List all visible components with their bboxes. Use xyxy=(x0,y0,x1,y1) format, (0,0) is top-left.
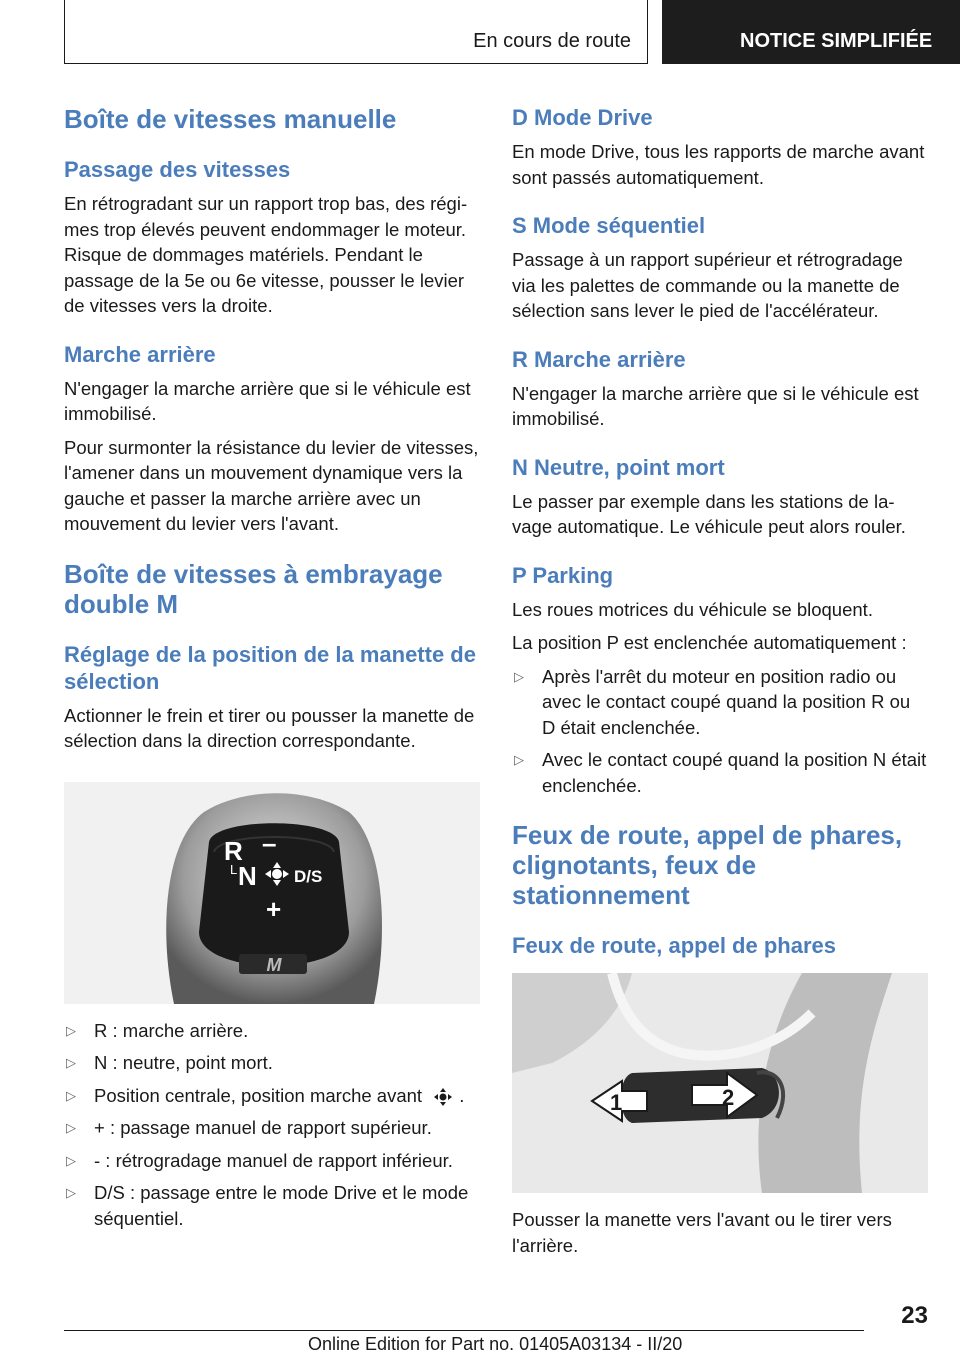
arrow-2-label: 2 xyxy=(722,1085,735,1110)
paragraph-parking-2: La position P est enclenchée automatiquement : xyxy=(512,632,907,653)
header-tab xyxy=(662,0,960,64)
paragraph-selector: Actionner le frein et tirer ou pousser la manette de sélection dans la direction correspondante. xyxy=(64,704,475,751)
list-item: ▷ D/S : passage entre le mode Drive et le mode séquentiel. xyxy=(66,1182,469,1229)
left-column xyxy=(64,100,480,1238)
heading-high-beam: Feux de route, appel de phares xyxy=(512,933,836,958)
paragraph-reverse-dct: N'engager la marche arrière que si le véhicule est immobilisé. xyxy=(512,382,919,429)
heading-reverse: Marche arrière xyxy=(64,341,216,367)
paragraph-reverse-1: N'engager la marche arrière que si le véhicule est immobilisé. xyxy=(64,377,471,424)
gear-knob-illustration xyxy=(64,782,480,1004)
gear-selector-figure xyxy=(64,782,480,1004)
header-tab-label: NOTICE SIMPLIFIÉE xyxy=(740,30,933,52)
footer-divider xyxy=(64,1330,864,1331)
edition-note: Online Edition for Part no. 01405A03134 - II/20 xyxy=(308,1334,683,1354)
paragraph-sequential-mode: Passage à un rapport supérieur et rétrogradage via les palettes de commande ou la manette de sélection sans lever le pied de l'accélérateur. xyxy=(512,249,903,321)
turn-signal-stalk-illustration xyxy=(512,973,928,1193)
triangle-bullet-icon: ▷ xyxy=(66,1152,76,1168)
heading-reverse-dct: R Marche arrière xyxy=(512,346,686,372)
page-number: 23 xyxy=(901,1302,928,1329)
heading-gear-shifting: Passage des vitesses xyxy=(64,157,291,182)
knob-l: L xyxy=(230,861,238,877)
selector-bullet-list xyxy=(64,1018,480,1232)
list-item: ▷ Position centrale, position marche avant . xyxy=(64,1083,480,1109)
list-item: ▷ - : rétrogradage manuel de rapport inférieur. xyxy=(64,1148,480,1174)
knob-ds: D/S xyxy=(294,866,323,886)
paragraph-neutral: Le passer par exemple dans les stations de lavage automatique. Le véhicule peut alors rouler. xyxy=(512,490,906,537)
paragraph-gear-shifting: En rétrogradant sur un rapport trop bas, des régimes trop élevés peuvent endommager le moteur. Risque de dommages matériels. Pendant le passage de la 5e ou 6e vitesse, pousser le levier de vitesses vers la droite. xyxy=(64,193,468,316)
right-column xyxy=(512,100,928,1258)
heading-dct: Boîte de vitesses à embrayage double M xyxy=(64,558,443,619)
knob-r: R xyxy=(224,835,243,866)
heading-drive-mode: D Mode Drive xyxy=(512,105,653,130)
knob-minus: – xyxy=(262,827,277,858)
parking-bullet-list xyxy=(512,664,928,799)
list-item: ▷ + : passage manuel de rapport supérieur. xyxy=(64,1115,480,1141)
arrow-1-label: 1 xyxy=(610,1090,623,1115)
paragraph-drive-mode: En mode Drive, tous les rapports de marche avant sont passés automatiquement. xyxy=(512,141,925,188)
triangle-bullet-icon: ▷ xyxy=(66,1022,76,1038)
knob-m-logo: M xyxy=(266,954,282,975)
stalk-figure xyxy=(512,973,928,1193)
list-item: ▷ Avec le contact coupé quand la position N était enclenchée. xyxy=(514,749,927,796)
section-title: En cours de route xyxy=(473,30,631,52)
triangle-bullet-icon: ▷ xyxy=(66,1185,76,1200)
heading-selector-position: Réglage de la position de la manette de sélection xyxy=(64,641,476,694)
triangle-bullet-icon: ▷ xyxy=(66,1087,76,1103)
heading-manual-gearbox: Boîte de vitesses manuelle xyxy=(64,104,397,134)
heading-parking: P Parking xyxy=(512,562,614,588)
triangle-bullet-icon: ▷ xyxy=(66,1055,76,1070)
triangle-bullet-icon: ▷ xyxy=(66,1120,76,1135)
heading-lights: Feux de route, appel de phares, clignotants, feux de stationnement xyxy=(512,820,903,910)
header-box xyxy=(64,0,648,64)
paragraph-reverse-2: Pour surmonter la résistance du levier de vitesses, l'amener dans un mouvement dynamique vers la gauche et passer la marche arrière avec un mouvement du levier vers l'avant. xyxy=(64,436,479,534)
drive-position-icon xyxy=(429,1087,457,1107)
triangle-bullet-icon: ▷ xyxy=(514,752,524,767)
heading-neutral: N Neutre, point mort xyxy=(512,454,725,480)
list-item: ▷ N : neutre, point mort. xyxy=(64,1050,480,1076)
list-item: ▷ R : marche arrière. xyxy=(64,1018,480,1044)
knob-n: N xyxy=(238,860,257,891)
list-item: ▷ Après l'arrêt du moteur en position radio ou avec le contact coupé quand la position R ou D était enclenchée. xyxy=(514,665,911,738)
heading-sequential-mode: S Mode séquentiel xyxy=(512,213,706,238)
paragraph-parking-1: Les roues motrices du véhicule se bloquent. xyxy=(512,598,873,620)
knob-plus: + xyxy=(266,893,282,924)
paragraph-high-beam: Pousser la manette vers l'avant ou le tirer vers l'arrière. xyxy=(512,1209,892,1256)
triangle-bullet-icon: ▷ xyxy=(514,668,524,684)
